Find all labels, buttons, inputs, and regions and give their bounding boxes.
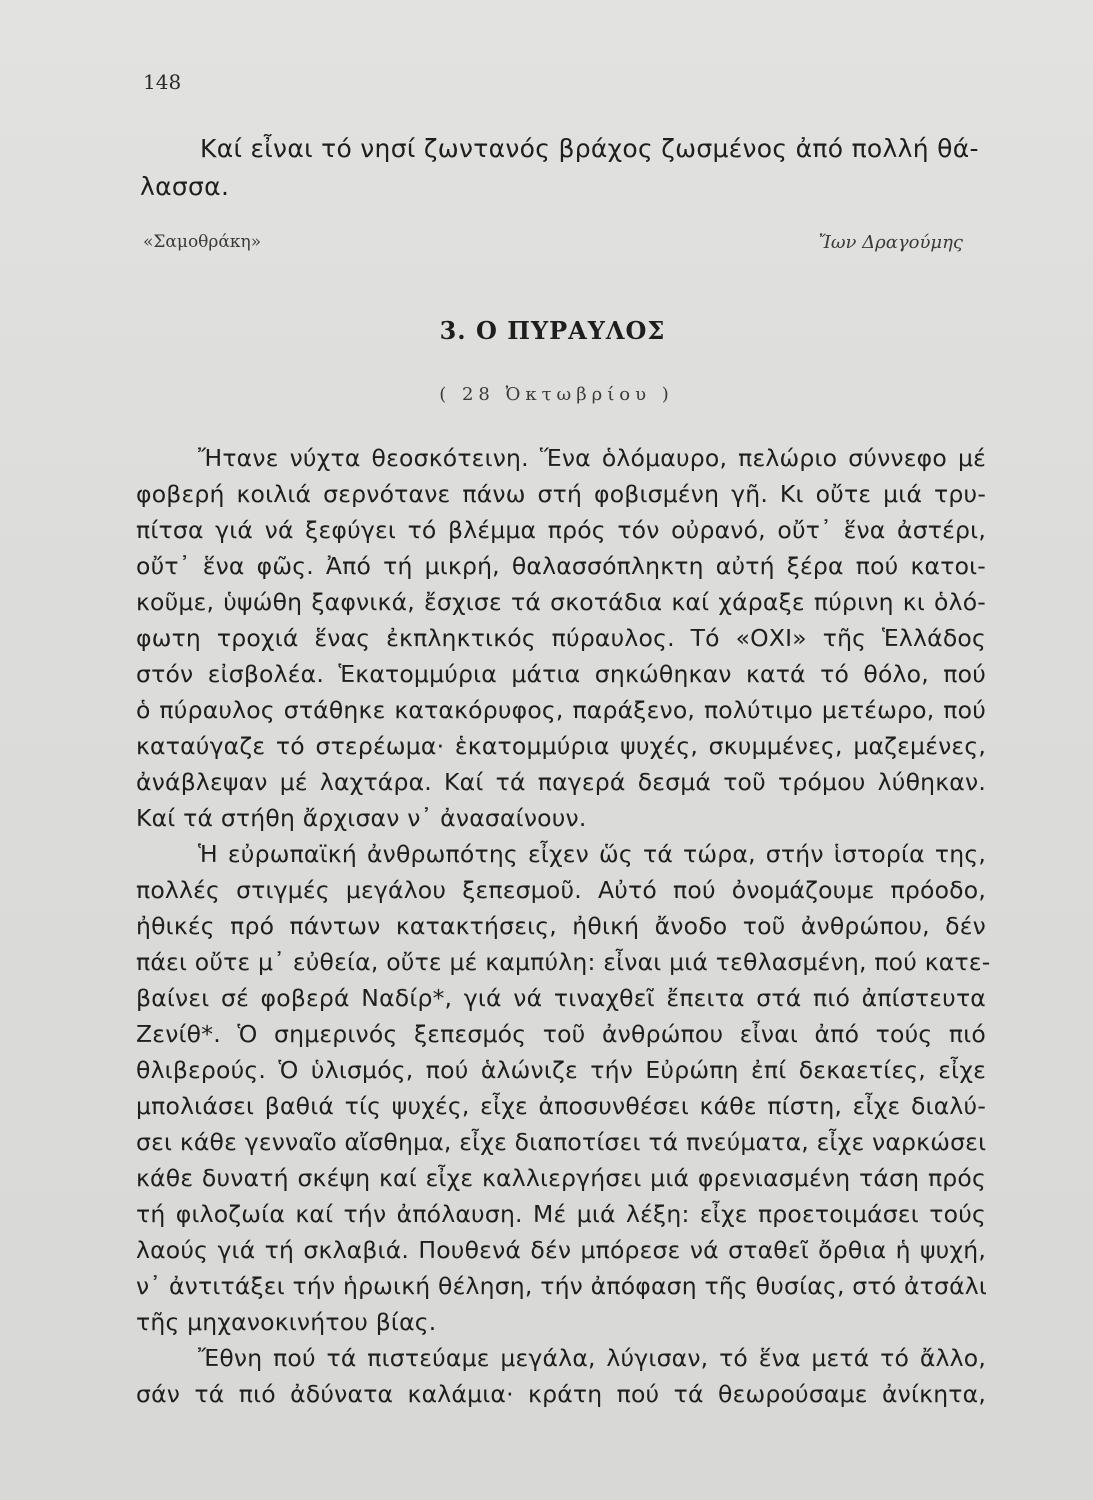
text-line: φωτη τροχιά ἕνας ἐκπληκτικός πύραυλος. Τό «ΟΧΙ» τῆς Ἑλλάδος: [136, 624, 986, 652]
body-text: [136, 440, 991, 1412]
text-line: φοβερή κοιλιά σερνότανε πάνω στή φοβισμένη γῆ. Κι οὔτε μιά τρυ-: [136, 480, 986, 508]
text-line: τή φιλοζωία καί τήν ἀπόλαυση. Μέ μιά λέξη: εἶχε προετοιμάσει τούς: [136, 1200, 986, 1228]
page-number: 148: [143, 70, 182, 94]
text-line: λαούς γιά τή σκλαβιά. Πουθενά δέν μπόρεσε νά σταθεῖ ὄρθια ἡ ψυχή,: [136, 1236, 986, 1264]
text-line: κάθε δυνατή σκέψη καί εἶχε καλλιεργήσει μιά φρενιασμένη τάση πρός: [136, 1164, 986, 1192]
epigraph: [140, 130, 980, 206]
text-line: στόν εἰσβολέα. Ἑκατομμύρια μάτια σηκώθηκαν κατά τό θόλο, πού: [136, 660, 986, 688]
text-line: Ἔθνη πού τά πιστεύαμε μεγάλα, λύγισαν, τό ἕνα μετά τό ἄλλο,: [198, 1344, 986, 1372]
text-line: πολλές στιγμές μεγάλου ξεπεσμοῦ. Αὐτό πού ὀνομάζουμε πρόοδο,: [136, 876, 986, 904]
text-line: σει κάθε γενναῖο αἴσθημα, εἶχε διαποτίσει τά πνεύματα, εἶχε ναρκώσει: [136, 1128, 987, 1156]
epigraph-work-title: «Σαμοθράκη»: [143, 232, 262, 252]
text-line: Καί τά στήθη ἄρχισαν ν᾿ ἀνασαίνουν.: [136, 804, 587, 832]
chapter-date: ( 28 Ὀκτωβρίου ): [439, 384, 674, 405]
text-line: βαίνει σέ φοβερά Ναδίρ*, γιά νά τιναχθεῖ ἔπειτα στά πιό ἀπίστευτα: [136, 984, 986, 1012]
text-line: κοῦμε, ὑψώθη ξαφνικά, ἔσχισε τά σκοτάδια καί χάραξε πύρινη κι ὁλό-: [136, 588, 986, 616]
text-line: μπολιάσει βαθιά τίς ψυχές, εἶχε ἀποσυνθέσει κάθε πίστη, εἶχε διαλύ-: [136, 1092, 986, 1120]
epigraph-line-1: Καί εἶναι τό νησί ζωντανός βράχος ζωσμένος ἀπό πολλή θά-: [200, 134, 979, 163]
text-line: πίτσα γιά νά ξεφύγει τό βλέμμα πρός τόν οὐρανό, οὔτ᾿ ἕνα ἀστέρι,: [136, 516, 986, 544]
text-line: οὔτ᾿ ἕνα φῶς. Ἀπό τή μικρή, θαλασσόπληκτη αὐτή ξέρα πού κατοι-: [136, 552, 986, 580]
epigraph-author: Ἴων Δραγούμης: [818, 232, 963, 253]
epigraph-line-2: λασσα.: [140, 172, 230, 201]
chapter-title: 3. Ο ΠΥΡΑΥΛΟΣ: [439, 316, 666, 345]
text-line: σάν τά πιό ἀδύνατα καλάμια· κράτη πού τά θεωρούσαμε ἀνίκητα,: [136, 1380, 986, 1408]
text-line: ἠθικές πρό πάντων κατακτήσεις, ἠθική ἄνοδο τοῦ ἀνθρώπου, δέν: [136, 912, 986, 940]
text-line: θλιβερούς. Ὁ ὑλισμός, πού ἁλώνιζε τήν Εὐρώπη ἐπί δεκαετίες, εἶχε: [136, 1056, 986, 1084]
text-line: καταύγαζε τό στερέωμα· ἑκατομμύρια ψυχές, σκυμμένες, μαζεμένες,: [136, 732, 986, 760]
text-line: Ἤτανε νύχτα θεοσκότεινη. Ἕνα ὁλόμαυρο, πελώριο σύννεφο μέ: [198, 444, 986, 472]
text-line: Ζενίθ*. Ὁ σημερινός ξεπεσμός τοῦ ἀνθρώπου εἶναι ἀπό τούς πιό: [136, 1020, 986, 1048]
text-line: ν᾿ ἀντιτάξει τήν ἡρωική θέληση, τήν ἀπόφαση τῆς θυσίας, στό ἀτσάλι: [136, 1272, 988, 1300]
text-line: ἀνάβλεψαν μέ λαχτάρα. Καί τά παγερά δεσμά τοῦ τρόμου λύθηκαν.: [136, 768, 986, 796]
text-line: πάει οὔτε μ᾿ εὐθεία, οὔτε μέ καμπύλη: εἶναι μιά τεθλασμένη, πού κατε-: [136, 948, 991, 976]
text-line: τῆς μηχανοκινήτου βίας.: [136, 1308, 437, 1336]
epigraph-source: [143, 232, 963, 262]
text-line: Ἡ εὐρωπαϊκή ἀνθρωπότης εἶχεν ὥς τά τώρα, στήν ἱστορία της,: [198, 840, 986, 868]
text-line: ὁ πύραυλος στάθηκε κατακόρυφος, παράξενο, πολύτιμο μετέωρο, πού: [136, 696, 986, 724]
